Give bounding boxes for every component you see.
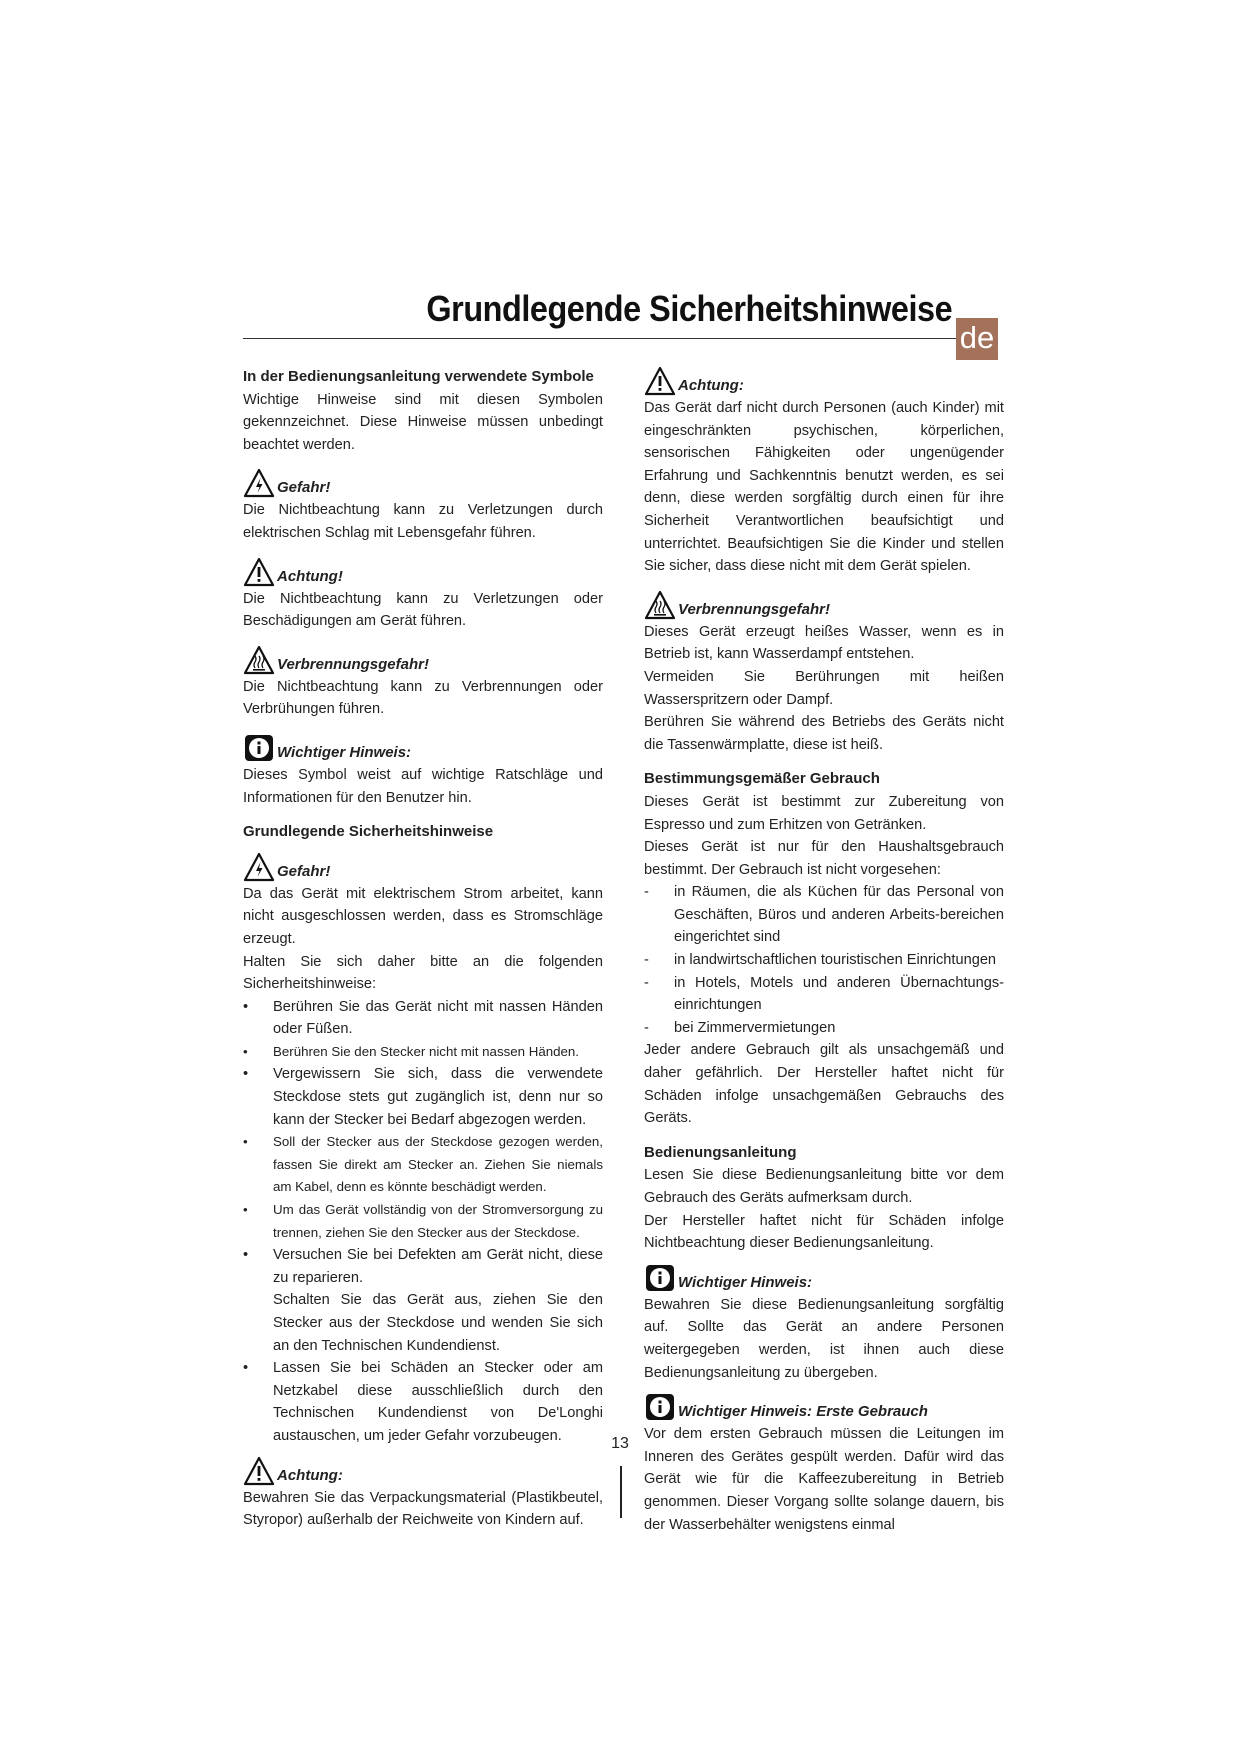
electric-warning-icon xyxy=(243,852,275,882)
list-item: - in Räumen, die als Küchen für das Personal von Geschäften, Büros und anderen Arbeits-bereichen eingerichtet sind xyxy=(644,884,1004,946)
notice-text: Da das Gerät mit elektrischem Strom arbeitet, kann nicht ausgeschlossen werden, dass es Stromschläge erzeugt. xyxy=(243,885,603,947)
notice-label: Achtung: xyxy=(678,377,744,394)
notice-text: Die Nichtbeachtung kann zu Verletzungen oder Beschädigungen am Gerät führen. xyxy=(243,590,603,630)
notice-label: Verbrennungsgefahr! xyxy=(277,655,429,673)
info-icon xyxy=(644,1263,676,1293)
notice-info xyxy=(644,1392,1004,1422)
symbols-intro: Wichtige Hinweise sind mit diesen Symbolen gekennzeichnet. Diese Hinweise müssen unbedingt beachtet werden. xyxy=(243,391,603,453)
notice-caution xyxy=(243,1456,603,1486)
symbols-heading: In der Bedienungsanleitung verwendete Symbole xyxy=(243,368,594,385)
notice-label: Wichtiger Hinweis: xyxy=(678,1273,813,1291)
list-item-continuation: Schalten Sie das Gerät aus, ziehen Sie den Stecker aus der Steckdose und wenden Sie sich an den Technischen Kundendienst. xyxy=(273,1292,603,1354)
hot-surface-warning-icon xyxy=(644,590,676,620)
list-item: - in Hotels, Motels und anderen Übernachtungs-einrichtungen xyxy=(644,974,1004,1014)
manual-heading: Bedienungsanleitung xyxy=(644,1143,797,1161)
exclamation-warning-icon xyxy=(243,1456,275,1486)
language-badge: de xyxy=(956,318,998,360)
list-item: • Berühren Sie den Stecker nicht mit nassen Händen. xyxy=(243,1043,580,1059)
notice-text: Bewahren Sie das Verpackungsmaterial (Plastikbeutel, Styropor) außerhalb der Reichweite von Kindern auf. xyxy=(243,1489,603,1529)
notice-label: Achtung! xyxy=(277,567,343,585)
notice-text: Das Gerät darf nicht durch Personen (auch Kinder) mit eingeschränkten psychischen, körperlichen, sensorischen Fähigkeiten oder ungenügender Erfahrung und Sachkenntnis benutzt werden, es sei denn, diese werden sorgfältig durch einen für ihre Sicherheit Verantwortlichen beaufsichtigt und unterrichtet. Beaufsichtigen Sie die Kinder und stellen Sie sicher, dass diese nicht mit dem Gerät spielen. xyxy=(644,400,1004,575)
hot-surface-warning-icon xyxy=(243,645,275,675)
notice-text: Die Nichtbeachtung kann zu Verbrennungen oder Verbrühungen führen. xyxy=(243,678,603,718)
notice-text: Dieses Gerät erzeugt heißes Wasser, wenn es in Betrieb ist, kann Wasserdampf entstehen. xyxy=(644,623,1004,663)
notice-text: Vermeiden Sie Berührungen mit heißen Wasserspritzern oder Dampf. xyxy=(644,668,1004,708)
notice-info xyxy=(243,733,603,763)
electric-warning-icon xyxy=(243,468,275,498)
notice-text: Dieses Symbol weist auf wichtige Ratschläge und Informationen für den Benutzer hin. xyxy=(243,766,603,806)
list-item: • Lassen Sie bei Schäden an Stecker oder am Netzkabel diese ausschließlich durch den Technischen Kundendienst von De'Longhi austauschen, um jeder Gefahr vorzubeugen. xyxy=(243,1360,603,1444)
notice-text: Berühren Sie während des Betriebs des Geräts nicht die Tassenwärmplatte, diese ist heiß. xyxy=(644,714,1004,753)
basic-safety-heading: Grundlegende Sicherheitshinweise xyxy=(243,823,494,841)
list-item: • Vergewissern Sie sich, dass die verwendete Steckdose stets gut zugänglich ist, denn nur so kann der Stecker bei Bedarf abgezogen werden. xyxy=(243,1066,603,1128)
paragraph: Lesen Sie diese Bedienungsanleitung bitte vor dem Gebrauch des Geräts aufmerksam durch. xyxy=(644,1167,1004,1206)
right-column xyxy=(644,366,1004,1536)
exclamation-warning-icon xyxy=(644,366,676,396)
notice-text: Die Nichtbeachtung kann zu Verletzungen durch elektrischen Schlag mit Lebensgefahr führen. xyxy=(243,502,603,541)
paragraph: Der Hersteller haftet nicht für Schäden infolge Nichtbeachtung dieser Bedienungsanleitung. xyxy=(644,1212,1004,1252)
notice-label: Gefahr! xyxy=(277,479,331,497)
notice-caution xyxy=(243,557,603,587)
page-number: 13 xyxy=(611,1435,629,1452)
notice-caution xyxy=(644,366,1004,396)
list-item: • Versuchen Sie bei Defekten am Gerät nicht, diese zu reparieren. Schalten Sie das Gerät aus, ziehen Sie den Stecker aus der Steckdose und wenden Sie sich an den Technischen Kundendienst. xyxy=(243,1247,603,1354)
notice-label: Gefahr! xyxy=(277,862,331,880)
title-rule xyxy=(243,338,956,339)
list-item: • Um das Gerät vollständig von der Stromversorgung zu trennen, ziehen Sie den Stecker aus der Steckdose. xyxy=(243,1202,603,1240)
list-item: - in landwirtschaftlichen touristischen Einrichtungen xyxy=(644,952,997,969)
list-item: • Berühren Sie das Gerät nicht mit nassen Händen oder Füßen. xyxy=(243,998,603,1038)
notice-label: Achtung: xyxy=(277,1466,343,1484)
notice-burn xyxy=(243,645,603,675)
paragraph: Dieses Gerät ist nur für den Haushaltsgebrauch bestimmt. Der Gebrauch ist nicht vorgesehen: xyxy=(644,839,1004,878)
intended-use-heading: Bestimmungsgemäßer Gebrauch xyxy=(644,770,880,788)
list-item: • Soll der Stecker aus der Steckdose gezogen werden, fassen Sie direkt am Stecker an. Ziehen Sie niemals am Kabel, denn es könnte beschädigt werden. xyxy=(243,1134,603,1195)
exclamation-warning-icon xyxy=(243,557,275,587)
info-icon xyxy=(644,1392,676,1422)
list-item: - bei Zimmervermietungen xyxy=(644,1019,836,1036)
notice-danger xyxy=(243,468,603,498)
notice-label: Wichtiger Hinweis: xyxy=(277,743,412,761)
notice-danger xyxy=(243,852,603,882)
notice-text: Vor dem ersten Gebrauch müssen die Leitungen im Inneren des Gerätes gespült werden. Dafür wird das Gerät wie für die Kaffeezubereitung in Betrieb genommen. Dieser Vorgang sollte solange dauern, bis der Wasserbehälter wenigstens einmal xyxy=(644,1426,1004,1533)
notice-info xyxy=(644,1263,1004,1293)
notice-label: Verbrennungsgefahr! xyxy=(678,600,830,618)
notice-burn xyxy=(644,590,1004,620)
page-title: Grundlegende Sicherheitshinweise xyxy=(426,288,952,329)
not-intended-list xyxy=(644,881,1004,1039)
info-icon xyxy=(243,733,275,763)
safety-bullet-list xyxy=(243,996,603,1448)
paragraph: Dieses Gerät ist bestimmt zur Zubereitung von Espresso und zum Erhitzen von Getränken. xyxy=(644,793,1004,833)
left-column xyxy=(243,366,603,1532)
page-divider xyxy=(620,1466,622,1518)
notice-text: Halten Sie sich daher bitte an die folgenden Sicherheitshinweise: xyxy=(243,953,603,993)
notice-label: Wichtiger Hinweis: Erste Gebrauch xyxy=(678,1403,928,1421)
paragraph: Jeder andere Gebrauch gilt als unsachgemäß und daher gefährlich. Der Hersteller haftet nicht für Schäden infolge unsachgemäßen Gebrauchs des Geräts. xyxy=(644,1042,1004,1127)
notice-text: Bewahren Sie diese Bedienungsanleitung sorgfältig auf. Sollte das Gerät an andere Personen weitergegeben werden, ist ihnen auch diese Bedienungsanleitung zu übergeben. xyxy=(644,1296,1004,1381)
